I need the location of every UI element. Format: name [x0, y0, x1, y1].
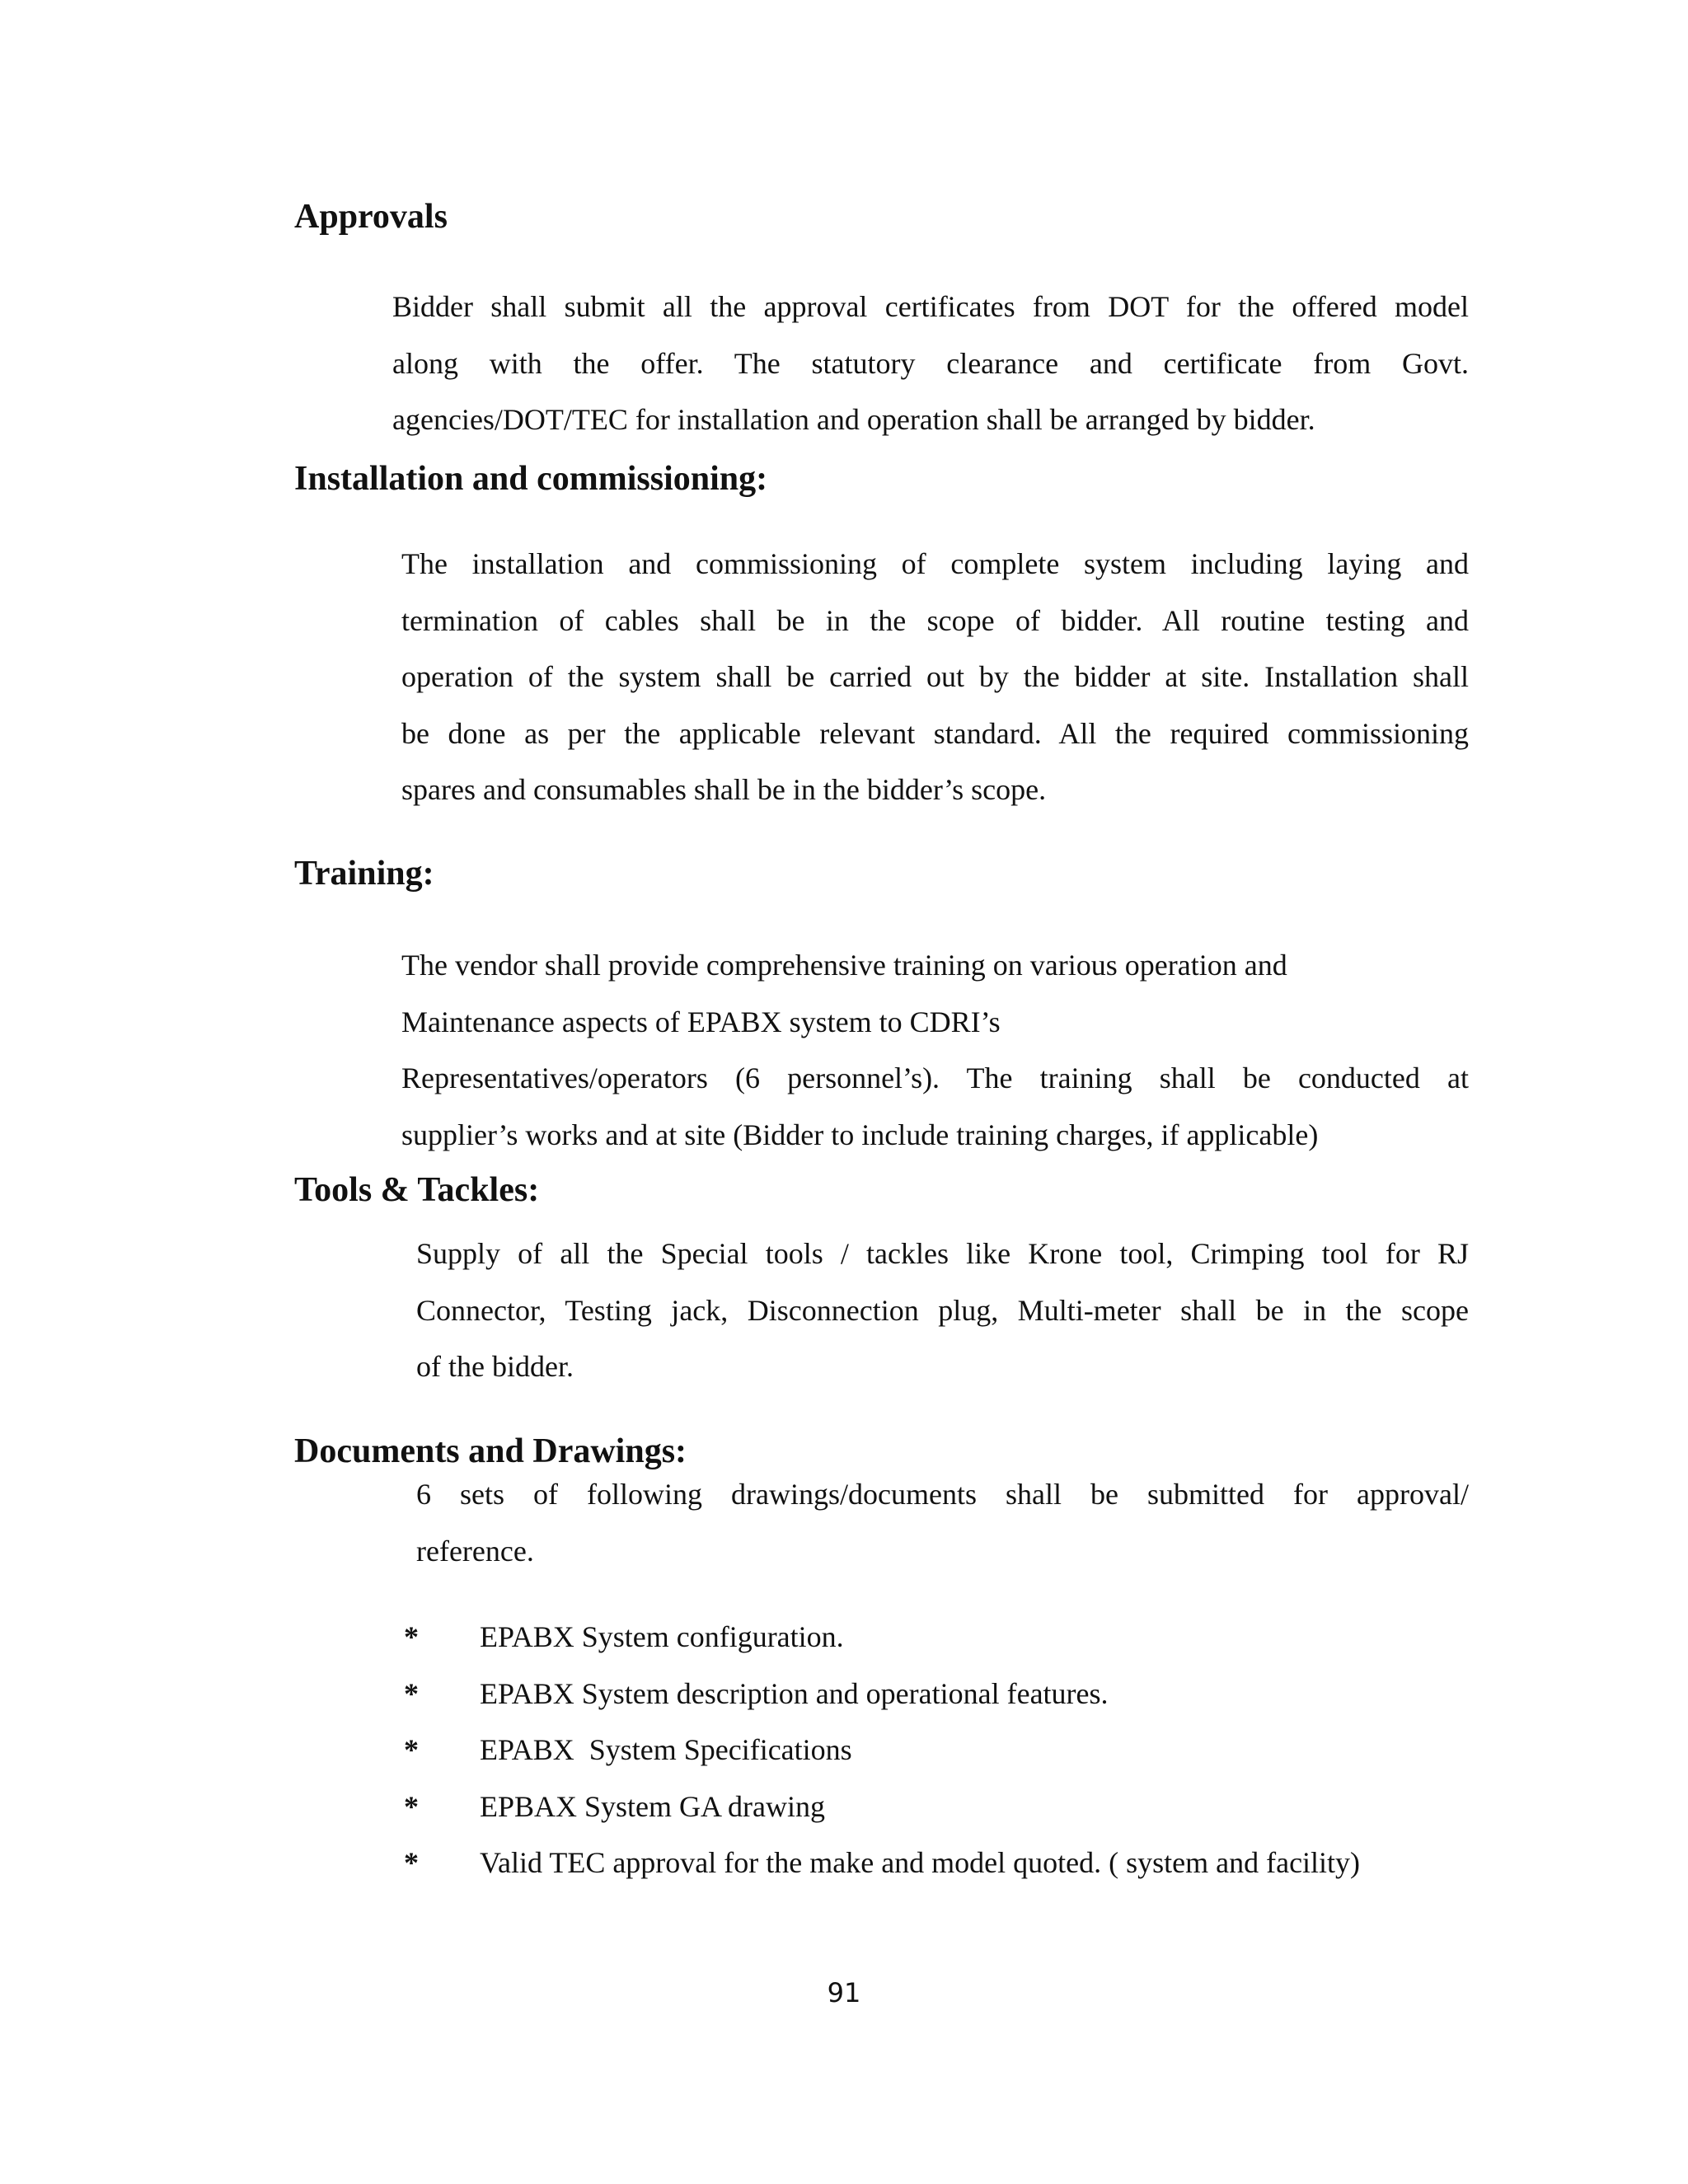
paragraph-line: operation of the system shall be carried out by the bidder at site. Installation shall	[401, 660, 1469, 693]
bullet-asterisk: *	[404, 1846, 419, 1879]
section-heading-installation: Installation and commissioning:	[294, 460, 768, 498]
bullet-asterisk: *	[404, 1789, 419, 1823]
paragraph-line: reference.	[416, 1534, 534, 1568]
section-heading-documents: Documents and Drawings:	[294, 1432, 687, 1470]
training-paragraph	[401, 937, 1469, 1163]
bullet-asterisk: *	[404, 1733, 419, 1766]
paragraph-line: The vendor shall provide comprehensive training on various operation and	[401, 949, 1287, 982]
paragraph-line: Supply of all the Special tools / tackles like Krone tool, Crimping tool for RJ	[416, 1237, 1469, 1270]
approvals-paragraph	[392, 279, 1469, 448]
paragraph-line: Maintenance aspects of EPABX system to CDRI’s	[401, 1005, 1001, 1038]
paragraph-line: along with the offer. The statutory clearance and certificate from Govt.	[392, 346, 1469, 380]
installation-paragraph	[401, 536, 1469, 818]
paragraph-line: of the bidder.	[416, 1350, 574, 1383]
paragraph-line: 6 sets of following drawings/documents shall be submitted for approval/	[416, 1478, 1469, 1511]
paragraph-line: agencies/DOT/TEC for installation and operation shall be arranged by bidder.	[392, 403, 1315, 436]
list-item-text: EPBAX System GA drawing	[480, 1789, 826, 1823]
paragraph-line: termination of cables shall be in the scope of bidder. All routine testing and	[401, 603, 1469, 637]
paragraph-line: spares and consumables shall be in the bidder’s scope.	[401, 773, 1047, 806]
paragraph-line: be done as per the applicable relevant standard. All the required commissioning	[401, 716, 1469, 750]
tools-paragraph	[416, 1226, 1469, 1395]
section-heading-training: Training:	[294, 855, 434, 893]
paragraph-line: Connector, Testing jack, Disconnection plug, Multi-meter shall be in the scope	[416, 1293, 1469, 1327]
paragraph-line: The installation and commissioning of complete system including laying and	[401, 547, 1469, 580]
bullet-asterisk: *	[404, 1620, 419, 1653]
page-number: 91	[827, 1977, 861, 2008]
paragraph-line: supplier’s works and at site (Bidder to include training charges, if applicable)	[401, 1118, 1319, 1151]
paragraph-line: Bidder shall submit all the approval certificates from DOT for the offered model	[392, 290, 1469, 323]
documents-paragraph	[416, 1466, 1469, 1579]
list-item-text: Valid TEC approval for the make and model quoted. ( system and facility)	[480, 1846, 1361, 1879]
section-heading-tools: Tools & Tackles:	[294, 1171, 540, 1209]
list-item-text: EPABX System configuration.	[480, 1620, 844, 1653]
list-item-text: EPABX System description and operational features.	[480, 1676, 1109, 1710]
section-heading-approvals: Approvals	[294, 198, 448, 236]
paragraph-line: Representatives/operators (6 personnel’s). The training shall be conducted at	[401, 1062, 1469, 1094]
list-item-text: EPABX System Specifications	[480, 1733, 852, 1766]
bullet-asterisk: *	[404, 1676, 419, 1710]
